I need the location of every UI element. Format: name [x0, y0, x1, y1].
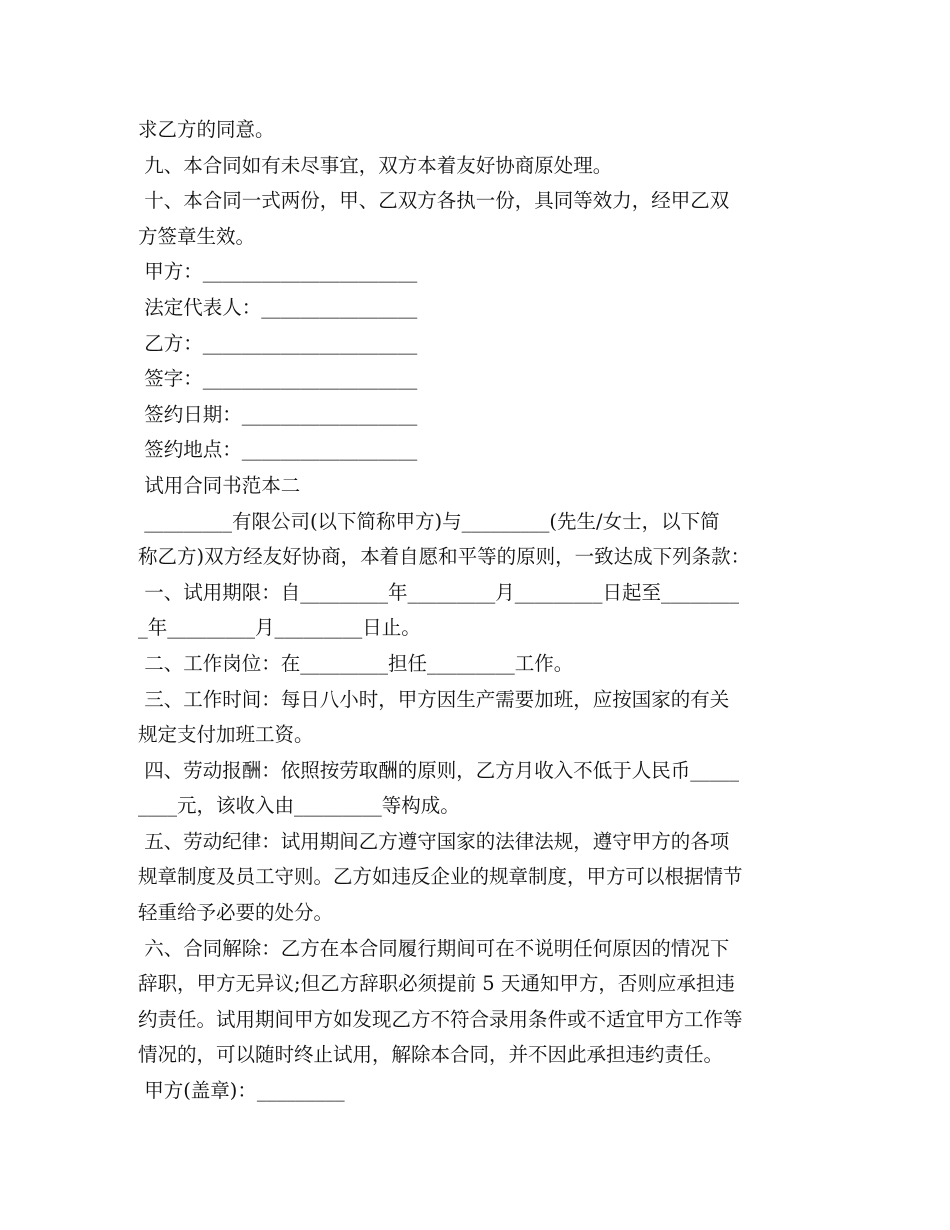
text-line: _________有限公司(以下简称甲方)与_________(先生/女士，以下简 — [138, 509, 720, 533]
text-line: 三、工作时间：每日八小时，甲方因生产需要加班，应按国家的有关 — [138, 687, 730, 711]
text-line: 签约地点：__________________ — [138, 438, 418, 462]
text-line: 四、劳动报酬：依照按劳取酬的原则，乙方月收入不低于人民币_____ — [138, 758, 739, 782]
text-line: 规定支付加班工资。 — [138, 723, 314, 747]
contract-body-text — [138, 112, 818, 1109]
text-line: 求乙方的同意。 — [138, 118, 275, 141]
text-line: 规章制度及员工守则。乙方如违反企业的规章制度，甲方可以根据情节 — [138, 865, 743, 889]
text-line: 签字：______________________ — [138, 367, 418, 391]
text-line: 十、本合同一式两份，甲、乙双方各执一份，具同等效力，经甲乙双 — [138, 189, 730, 213]
text-line: 乙方：______________________ — [138, 331, 418, 355]
text-line: 轻重给予必要的处分。 — [138, 901, 334, 925]
text-line: 甲方(盖章)：_________ — [138, 1079, 345, 1103]
text-line: 法定代表人：________________ — [138, 295, 418, 319]
text-line: 一、试用期限：自_________年_________月_________日起至________ — [138, 580, 739, 604]
text-line: _年_________月_________日止。 — [138, 616, 421, 640]
text-line: 约责任。试用期间甲方如发现乙方不符合录用条件或不适宜甲方工作等 — [138, 1007, 743, 1031]
text-line: 甲方：______________________ — [138, 260, 418, 284]
text-line: 二、工作岗位：在_________担任_________工作。 — [138, 651, 574, 675]
text-line: 情况的，可以随时终止试用，解除本合同，并不因此承担违约责任。 — [138, 1043, 724, 1067]
text-line: 方签章生效。 — [138, 224, 256, 248]
text-line: 辞职，甲方无异议;但乙方辞职必须提前 5 天通知甲方，否则应承担违 — [138, 972, 735, 996]
text-line: 六、合同解除：乙方在本合同履行期间可在不说明任何原因的情况下 — [138, 936, 730, 960]
text-line: 签约日期：__________________ — [138, 402, 418, 426]
text-line: 九、本合同如有未尽事宜，双方本着友好协商原处理。 — [138, 153, 613, 177]
text-line: ____元，该收入由_________等构成。 — [138, 794, 460, 818]
section-title: 试用合同书范本二 — [138, 473, 301, 497]
text-line: 称乙方)双方经友好协商，本着自愿和平等的原则，一致达成下列条款： — [138, 545, 751, 569]
text-line: 五、劳动纪律：试用期间乙方遵守国家的法律法规，遵守甲方的各项 — [138, 829, 730, 853]
